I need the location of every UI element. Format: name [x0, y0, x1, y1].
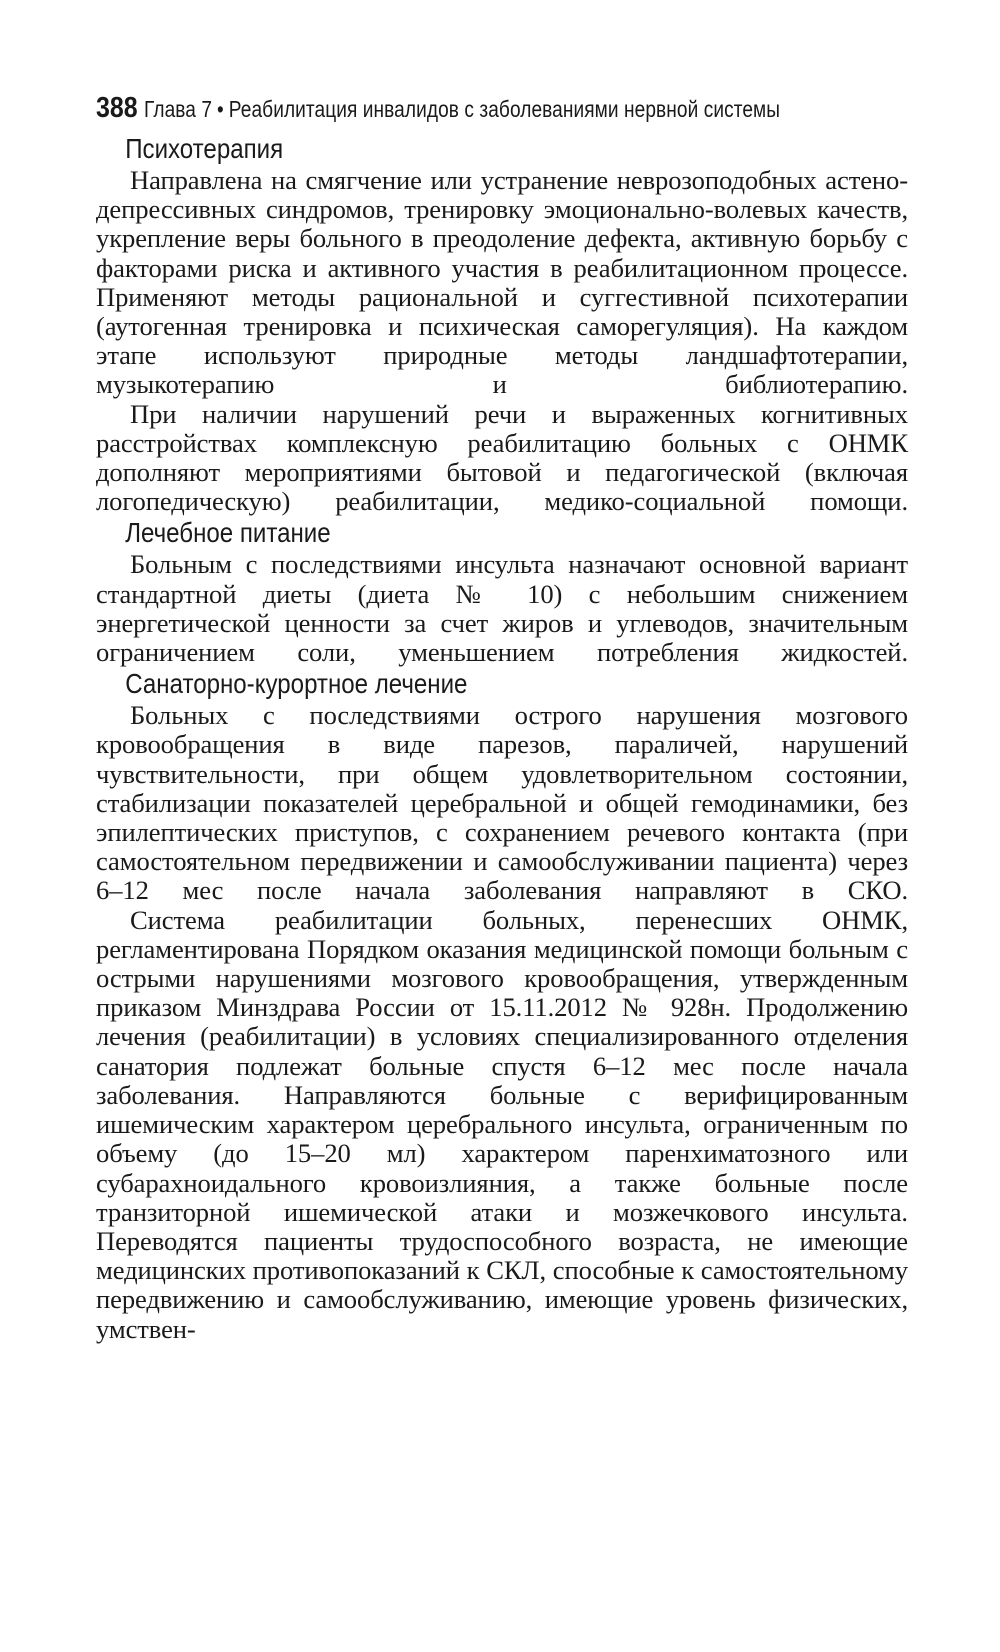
chapter-label: Глава 7 [144, 96, 213, 122]
paragraph: При наличии нарушений речи и выраженных когнитивных расстройствах комплексную реабилитацию больных с ОНМК дополняют мероприятиями бытовой и педагогической (включая логопедическую) реабилитации, медико-социальной помощи. [96, 398, 908, 517]
paragraph: Больных с последствиями острого нарушения мозгового кровообращения в виде парезов, параличей, нарушений чувствительности, при общем удовлетворительном состоянии, стабилизации показателей церебральной и общей гемодинамики, без эпилептических приступов, с сохранением речевого контакта (при самостоятельном передвижении и самообслуживании пациента) через 6–12 мес после начала заболевания направляют в СКО. [96, 700, 908, 906]
chapter-title: Реабилитация инвалидов с заболеваниями нервной системы [229, 96, 781, 122]
paragraph: Система реабилитации больных, перенесших ОНМК, регламентирована Порядком оказания медицинской помощи больным с острыми нарушениями мозгового кровообращения, утвержденным приказом Минздрава России от 15.11.2012 № 928н. Продолжению лечения (реабилитации) в условиях специализированного отделения санатория подлежат больные спустя 6–12 мес после начала заболевания. Направляются больные с верифицированным ишемическим характером церебрального инсульта, ограниченным по объему (до 15–20 мл) характером паренхиматозного или субарахноидального кровоизлияния, а также больные после транзиторной ишемической атаки и мозжечкового инсульта. Переводятся пациенты трудоспособного возраста, не имеющие медицинских противопоказаний к СКЛ, способные к самостоятельному передвижению и самообслуживанию, имеющие уровень физических, умствен- [96, 904, 908, 1344]
section-heading: Санаторно-курортное лечение [125, 668, 468, 700]
section-diet [96, 516, 908, 667]
section-heading: Лечебное питание [125, 517, 331, 549]
section-psychotherapy [96, 132, 908, 516]
book-page [96, 92, 908, 1344]
running-header [96, 92, 908, 132]
section-heading: Психотерапия [125, 133, 284, 164]
chapter-header [144, 96, 780, 123]
page-number: 388 [96, 92, 138, 124]
paragraph: Больным с последствиями инсульта назначают основной вариант стандартной диеты (диета № 10) с небольшим снижением энергетической ценности за счет жиров и углеводов, значительным ограничением соли, уменьшением потребления жидкостей. [96, 549, 908, 668]
header-bullet: • [217, 96, 225, 122]
paragraph: Направлена на смягчение или устранение неврозоподобных астено-депрессивных синдромов, тренировку эмоционально-волевых качеств, укрепление веры больного в преодоление дефекта, активную борьбу с факторами риска и активного участия в реабилитационном процессе. Применяют методы рациональной и суггестивной психотерапии (аутогенная тренировка и психическая саморегуляция). На каждом этапе используют природные методы ландшафтотерапии, музыкотерапию и библиотерапию. [96, 165, 908, 400]
section-sanatorium [96, 667, 908, 1343]
